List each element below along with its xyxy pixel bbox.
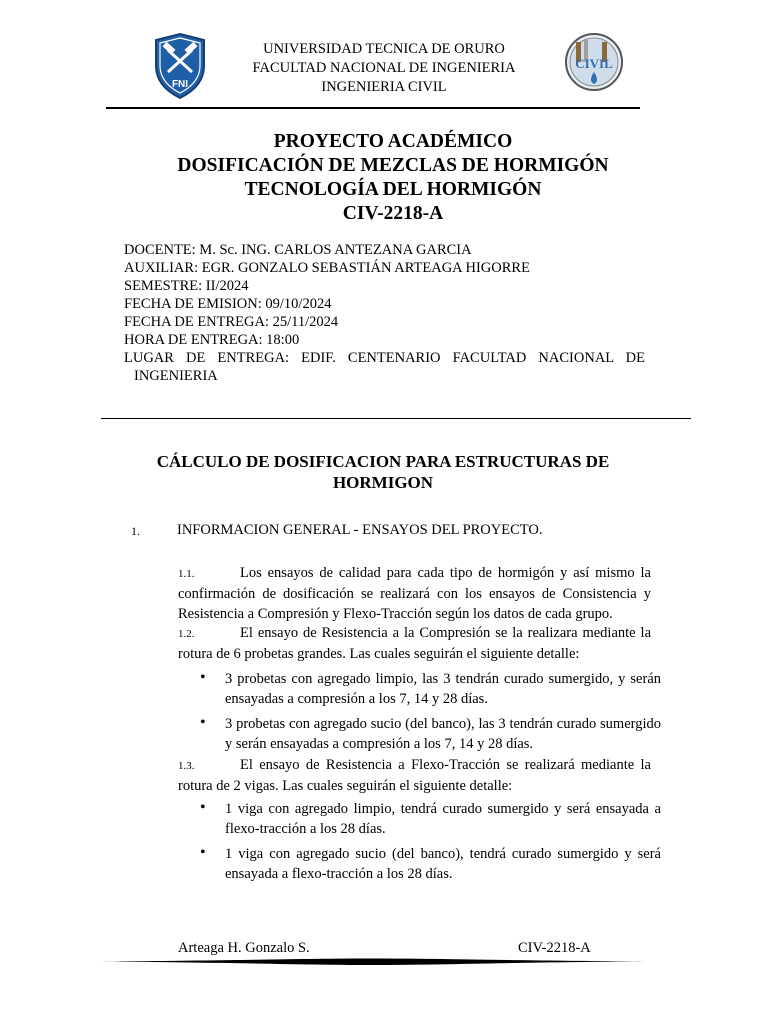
subsection-1-1-number: 1.1. bbox=[178, 568, 195, 580]
subsection-1-1-text: Los ensayos de calidad para cada tipo de hormigón y así mismo la confirmación de dosificación se realizará con los ensayos de Consistencia y Resistencia a Compresión y Flexo-Tracción según los datos de cada grupo. bbox=[178, 565, 651, 622]
info-lugar-entrega-cont: INGENIERIA bbox=[134, 368, 218, 384]
list-item bbox=[200, 714, 661, 754]
subsection-1-3-number: 1.3. bbox=[178, 760, 195, 772]
section-title bbox=[140, 451, 626, 493]
bullet-text: 3 probetas con agregado sucio (del banco), las 3 tendrán curado sumergido y serán ensayadas a compresión a los 7, 14 y 28 días. bbox=[225, 716, 661, 752]
university-name: UNIVERSIDAD TECNICA DE ORURO bbox=[263, 41, 505, 57]
bullet-icon: • bbox=[200, 844, 206, 861]
bullet-text: 3 probetas con agregado limpio, las 3 tendrán curado sumergido, y serán ensayadas a compresión a los 7, 14 y 28 días. bbox=[225, 671, 661, 707]
subsection-1-3 bbox=[178, 755, 651, 796]
bullet-icon: • bbox=[200, 669, 206, 686]
bullet-icon: • bbox=[200, 714, 206, 731]
civil-engineering-logo bbox=[564, 32, 624, 92]
fni-logo-text: FNI bbox=[171, 79, 189, 90]
civil-logo-text: CIVIL bbox=[575, 56, 613, 71]
info-auxiliar: AUXILIAR: EGR. GONZALO SEBASTIÁN ARTEAGA HIGORRE bbox=[124, 260, 530, 276]
faculty-name: FACULTAD NACIONAL DE INGENIERIA bbox=[252, 60, 516, 76]
info-fecha-emision: FECHA DE EMISION: 09/10/2024 bbox=[124, 296, 332, 312]
section-title-line-1: CÁLCULO DE DOSIFICACION PARA ESTRUCTURAS DE bbox=[156, 452, 610, 471]
info-docente: DOCENTE: M. Sc. ING. CARLOS ANTEZANA GARCIA bbox=[124, 242, 472, 258]
heading-text: INFORMACION GENERAL - ENSAYOS DEL PROYECTO. bbox=[177, 522, 543, 538]
subsection-1-2-text: El ensayo de Resistencia a la Compresión se la realizara mediante la rotura de 6 probetas grandes. Las cuales seguirán el siguiente detalle: bbox=[178, 625, 651, 662]
document-title bbox=[100, 130, 686, 226]
bullet-text: 1 viga con agregado sucio (del banco), tendrá curado sumergido y será ensayada a flexo-tracción a los 28 días. bbox=[225, 846, 661, 882]
list-item bbox=[200, 844, 661, 884]
subsection-1-2 bbox=[178, 623, 651, 664]
footer-rule bbox=[101, 958, 644, 966]
institution-header bbox=[200, 40, 568, 97]
bullet-icon: • bbox=[200, 799, 206, 816]
info-lugar-entrega: LUGAR DE ENTREGA: EDIF. CENTENARIO FACULTAD NACIONAL DE bbox=[124, 350, 645, 366]
bullet-text: 1 viga con agregado limpio, tendrá curado sumergido y será ensayada a flexo-tracción a los 28 días. bbox=[225, 801, 661, 837]
department-name: INGENIERIA CIVIL bbox=[321, 79, 447, 95]
subsection-1-2-number: 1.2. bbox=[178, 628, 195, 640]
info-hora-entrega: HORA DE ENTREGA: 18:00 bbox=[124, 332, 300, 348]
title-course-code: CIV-2218-A bbox=[342, 203, 444, 224]
subsection-1-1 bbox=[178, 563, 651, 624]
list-item bbox=[200, 799, 661, 839]
title-line-3: TECNOLOGÍA DEL HORMIGÓN bbox=[244, 179, 542, 200]
subsection-1-2-bullets bbox=[200, 669, 661, 759]
info-semestre: SEMESTRE: II/2024 bbox=[124, 278, 249, 294]
list-item bbox=[200, 669, 661, 709]
header-rule bbox=[106, 107, 640, 109]
footer-course-code: CIV-2218-A bbox=[518, 940, 591, 956]
subsection-1-3-text: El ensayo de Resistencia a Flexo-Tracción se realizará mediante la rotura de 2 vigas. Las cuales seguirán el siguiente detalle: bbox=[178, 757, 651, 794]
section-divider bbox=[101, 418, 691, 419]
footer-author: Arteaga H. Gonzalo S. bbox=[178, 940, 310, 956]
info-fecha-entrega: FECHA DE ENTREGA: 25/11/2024 bbox=[124, 314, 339, 330]
title-line-2: DOSIFICACIÓN DE MEZCLAS DE HORMIGÓN bbox=[177, 155, 609, 176]
heading-number: 1. bbox=[131, 524, 140, 538]
project-info bbox=[124, 241, 645, 385]
section-title-line-2: HORMIGON bbox=[332, 473, 434, 492]
subsection-1-3-bullets bbox=[200, 799, 661, 889]
title-line-1: PROYECTO ACADÉMICO bbox=[273, 131, 513, 152]
